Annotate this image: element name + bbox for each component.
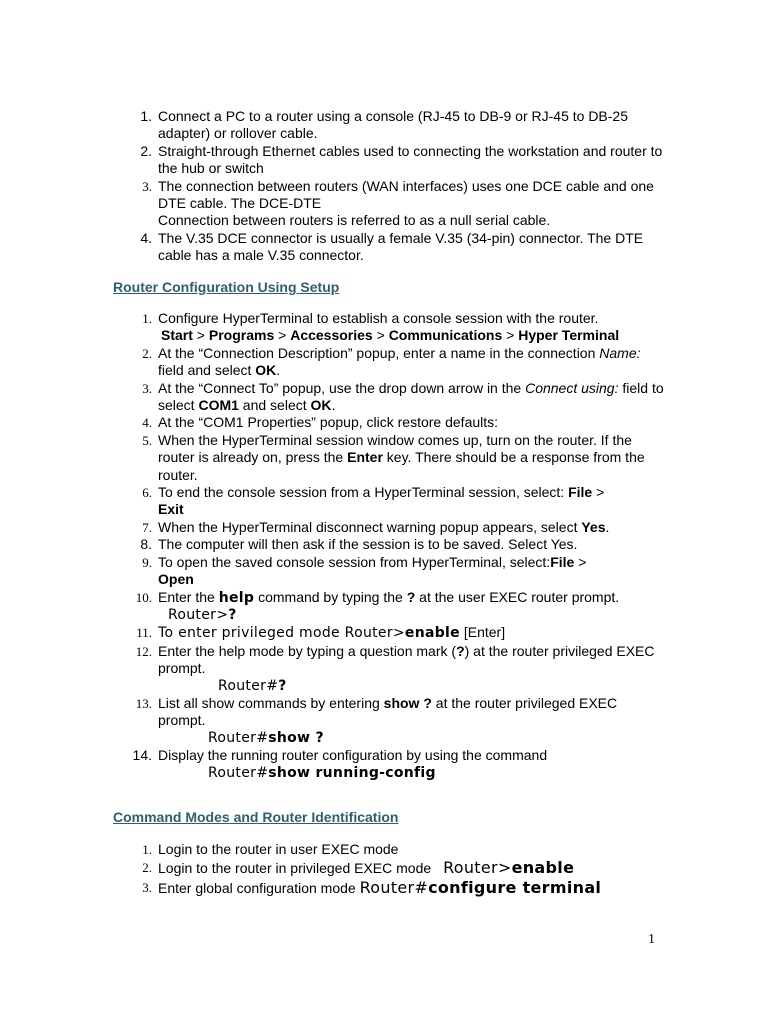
open-menu-label: Open: [158, 571, 194, 588]
list-number: 4.: [140, 229, 152, 246]
text: To end the console session from a HyperTerminal session, select:: [158, 484, 569, 501]
list-item: [0, 878, 768, 898]
prompt-command: ?: [278, 677, 287, 694]
ok-label: OK: [310, 397, 332, 414]
list-number: 3.: [142, 178, 152, 194]
text: command by typing the: [254, 588, 407, 605]
intro-list: [0, 108, 768, 265]
prompt-text: Router>: [168, 606, 229, 623]
list-item: [0, 554, 768, 589]
text: When the HyperTerminal disconnect warning popup appears, select: [158, 518, 582, 535]
prompt-line: [158, 607, 668, 624]
com1-label: COM1: [198, 397, 239, 414]
list-item-text: The connection between routers (WAN interfaces) uses one DCE cable and one DTE cable. The DCE-DTE: [158, 177, 654, 212]
prompt-command: ?: [228, 606, 237, 623]
prompt-text: Router#: [208, 764, 269, 781]
prompt-line: [158, 678, 668, 695]
list-number: 1.: [142, 842, 152, 857]
list-number: 11.: [136, 625, 152, 641]
text: [Enter]: [459, 624, 506, 641]
prompt-command: show running-config: [268, 764, 436, 781]
list-number: 13.: [135, 695, 152, 711]
section-heading-command-modes: Command Modes and Router Identification: [113, 809, 399, 825]
command-modes-list: [0, 841, 768, 898]
text: Enter the help mode by typing a question mark (: [158, 642, 457, 659]
prompt-inline: [360, 878, 602, 897]
file-menu-label: File: [550, 553, 575, 570]
page-number: 1: [648, 932, 655, 947]
show-command: show ?: [383, 694, 432, 711]
list-number: 2.: [142, 860, 152, 876]
section-heading-router-setup: Router Configuration Using Setup: [113, 279, 340, 295]
text: Login to the router in privileged EXEC mode: [158, 860, 432, 877]
menu-programs: Programs: [208, 327, 275, 344]
list-number: 8.: [140, 536, 152, 553]
text: Enter global configuration mode: [158, 880, 360, 897]
list-item: [0, 695, 768, 747]
menu-accessories: Accessories: [290, 327, 373, 344]
list-item: [0, 858, 768, 878]
list-number: 10.: [135, 589, 152, 605]
text: List all show commands by entering: [158, 694, 384, 711]
list-item: [0, 624, 768, 642]
text: field and select: [158, 362, 256, 379]
prompt-line: [158, 730, 668, 747]
menu-communications: Communications: [388, 327, 503, 344]
list-item: [0, 484, 768, 519]
text: .: [605, 518, 610, 535]
text: field to select: [158, 379, 664, 414]
list-item: [0, 589, 768, 625]
list-item: [0, 432, 768, 484]
list-number: 6.: [142, 485, 152, 501]
prompt-text: Router#: [218, 677, 279, 694]
exit-menu-label: Exit: [158, 501, 184, 518]
list-item: [0, 310, 768, 345]
list-number: 9.: [142, 554, 152, 570]
text: .: [276, 362, 281, 379]
list-item-text: The V.35 DCE connector is usually a female V.35 (34-pin) connector. The DTE cable has a male V.35 connector.: [158, 229, 644, 264]
list-item-text: Login to the router in user EXEC mode: [158, 841, 399, 857]
list-number: 5.: [142, 432, 152, 448]
list-item-text: At the “COM1 Properties” popup, click restore defaults:: [158, 414, 499, 431]
list-item: [0, 178, 768, 230]
path-separator: >: [574, 553, 587, 570]
list-item: [0, 643, 768, 695]
prompt-inline: [435, 858, 574, 877]
path-separator: >: [592, 484, 605, 501]
list-number: 2.: [142, 345, 152, 361]
list-number: 14.: [132, 747, 152, 764]
text: To open the saved console session from HyperTerminal, select:: [158, 553, 551, 570]
list-item-text-continued: Connection between routers is referred to as a null serial cable.: [158, 212, 551, 229]
list-item: [0, 108, 768, 143]
text: To enter privileged mode Router>: [158, 625, 405, 642]
list-item: [0, 841, 768, 858]
list-item: [0, 143, 768, 178]
yes-label: Yes: [581, 518, 606, 535]
list-number: 12.: [135, 643, 152, 659]
list-item: [0, 345, 768, 380]
prompt-text: Router>: [443, 858, 512, 878]
file-menu-label: File: [568, 484, 593, 501]
question-mark: ?: [456, 642, 465, 659]
text: key. There should be a response from the router.: [158, 449, 645, 483]
path-separator: >: [372, 327, 389, 344]
help-command: help: [218, 589, 255, 606]
list-number: 3.: [142, 380, 152, 396]
menu-path: [158, 327, 619, 343]
list-number: 4.: [142, 415, 152, 431]
text: At the “Connect To” popup, use the drop down arrow in the: [158, 379, 526, 396]
enable-command: enable: [404, 625, 460, 642]
menu-start: Start: [161, 327, 193, 344]
ok-label: OK: [255, 362, 277, 379]
list-item-text: Connect a PC to a router using a console (RJ-45 to DB-9 or RJ-45 to DB-25 adapter) or rollover cable.: [158, 108, 628, 142]
text: Display the running router configuration by using the command: [158, 747, 548, 764]
prompt-line: [158, 765, 668, 782]
list-item: [0, 747, 768, 782]
text: Enter the: [158, 588, 219, 605]
text: At the “Connection Description” popup, enter a name in the connection: [158, 344, 600, 361]
text: at the router privileged EXEC prompt.: [158, 694, 618, 729]
list-number: 7.: [142, 519, 152, 535]
list-number: 2.: [140, 142, 152, 159]
list-item-text: The computer will then ask if the session is to be saved. Select Yes.: [158, 536, 578, 553]
text: at the user EXEC router prompt.: [415, 588, 620, 605]
list-number: 3.: [142, 880, 152, 896]
name-field-label: Name:: [599, 344, 641, 361]
prompt-command: show ?: [268, 729, 324, 746]
list-number: 1.: [140, 108, 152, 124]
list-number: 1.: [142, 311, 152, 326]
prompt-command: configure terminal: [428, 878, 602, 898]
question-mark: ?: [406, 588, 416, 605]
text: ) at the router privileged EXEC prompt.: [158, 642, 655, 677]
list-item: [0, 230, 768, 265]
text: .: [331, 397, 336, 414]
prompt-command: enable: [511, 858, 575, 878]
path-separator: >: [502, 327, 519, 344]
list-item: [0, 414, 768, 431]
prompt-text: Router#: [359, 878, 429, 898]
list-item: [0, 380, 768, 415]
path-separator: >: [192, 327, 209, 344]
list-item-text: Configure HyperTerminal to establish a console session with the router.: [158, 310, 599, 326]
text: When the HyperTerminal session window comes up, turn on the router. If the router is already on, press the: [158, 431, 632, 466]
menu-hyper-terminal: Hyper Terminal: [518, 327, 620, 344]
list-item: [0, 536, 768, 553]
prompt-text: Router#: [208, 729, 269, 746]
list-item: [0, 519, 768, 536]
connect-using-label: Connect using:: [525, 379, 619, 396]
text: and select: [238, 397, 311, 414]
router-setup-list: [0, 310, 768, 782]
enter-key-label: Enter: [347, 449, 383, 466]
path-separator: >: [274, 327, 291, 344]
list-item-text: Straight-through Ethernet cables used to connecting the workstation and router to the hub or switch: [158, 142, 663, 177]
